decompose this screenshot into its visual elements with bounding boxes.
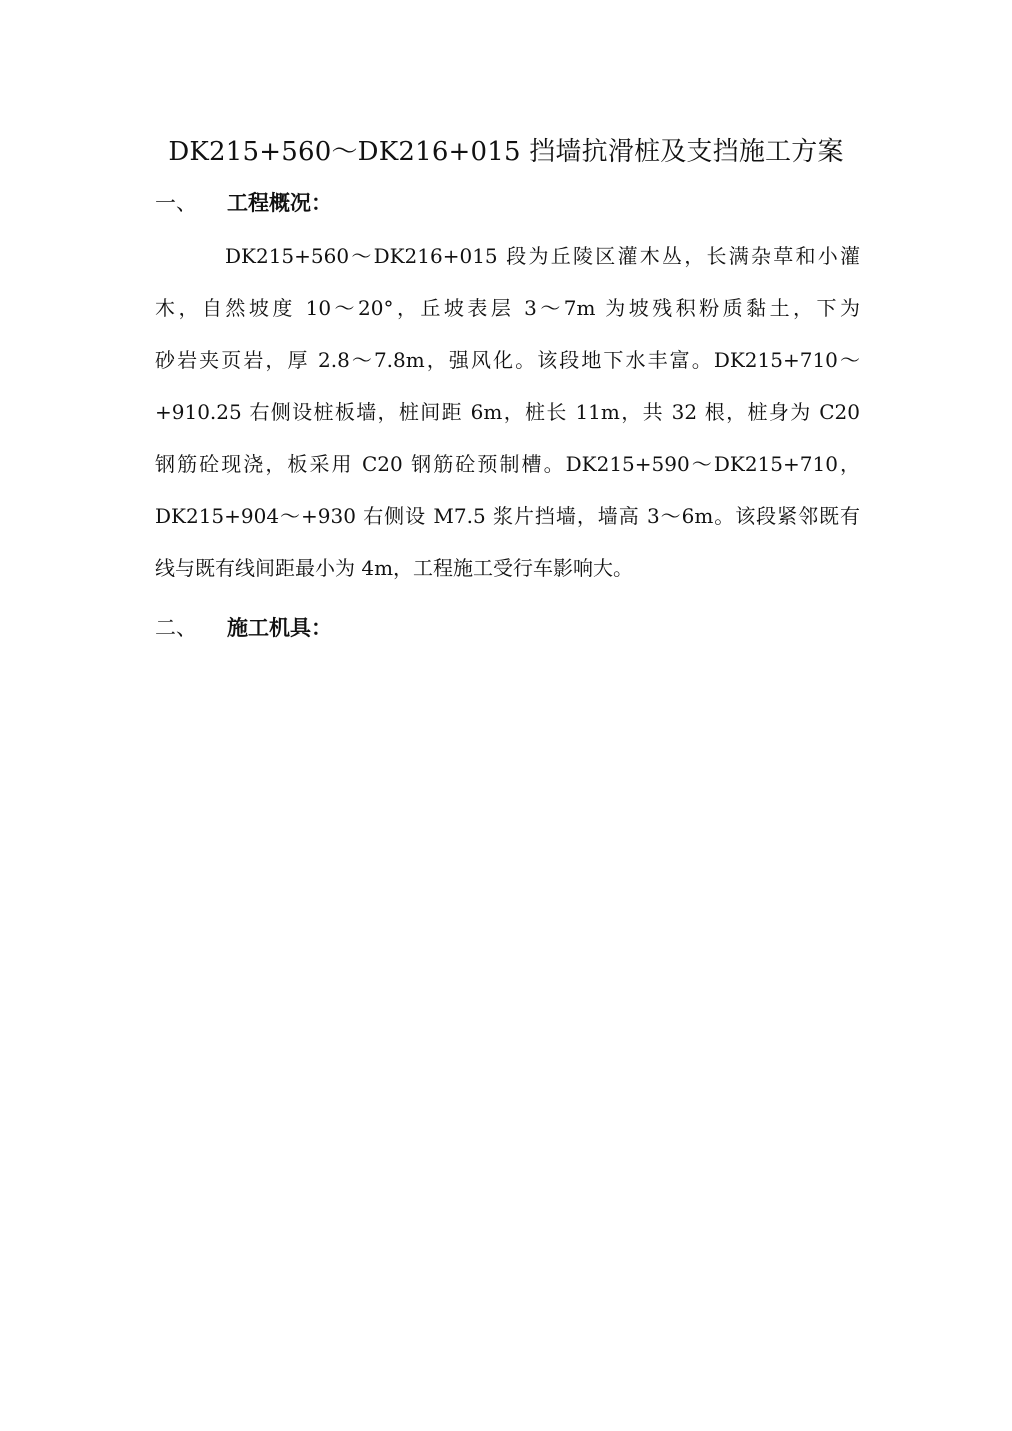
- paragraph-line: DK215+560～DK216+015 段为丘陵区灌木丛，长满杂草和小灌: [225, 244, 860, 268]
- paragraph-line: DK215+904～+930 右侧设 M7.5 浆片挡墙，墙高 3～6m。该段紧邻既有: [155, 504, 860, 528]
- paragraph-line: 砂岩夹页岩，厚 2.8～7.8m，强风化。该段地下水丰富。DK215+710～: [155, 348, 860, 372]
- overview-paragraph: [155, 236, 860, 600]
- paragraph-line: 线与既有线间距最小为 4m，工程施工受行车影响大。: [155, 556, 634, 580]
- paragraph-line: 钢筋砼现浇，板采用 C20 钢筋砼预制槽。DK215+590～DK215+710，: [155, 452, 860, 476]
- paragraph-line: 木，自然坡度 10～20°，丘坡表层 3～7m 为坡残积粉质黏土，下为: [155, 296, 860, 320]
- section-heading-equipment: [155, 611, 332, 645]
- section-label: 施工机具：: [227, 615, 332, 640]
- section-label: 工程概况：: [227, 190, 332, 215]
- paragraph-line: +910.25 右侧设桩板墙，桩间距 6m，桩长 11m，共 32 根，桩身为 C20: [155, 400, 860, 424]
- section-heading-overview: [155, 186, 332, 220]
- document-title: DK215+560～DK216+015 挡墙抗滑桩及支挡施工方案: [168, 137, 844, 167]
- section-number: 二、: [155, 616, 197, 640]
- section-number: 一、: [155, 191, 197, 215]
